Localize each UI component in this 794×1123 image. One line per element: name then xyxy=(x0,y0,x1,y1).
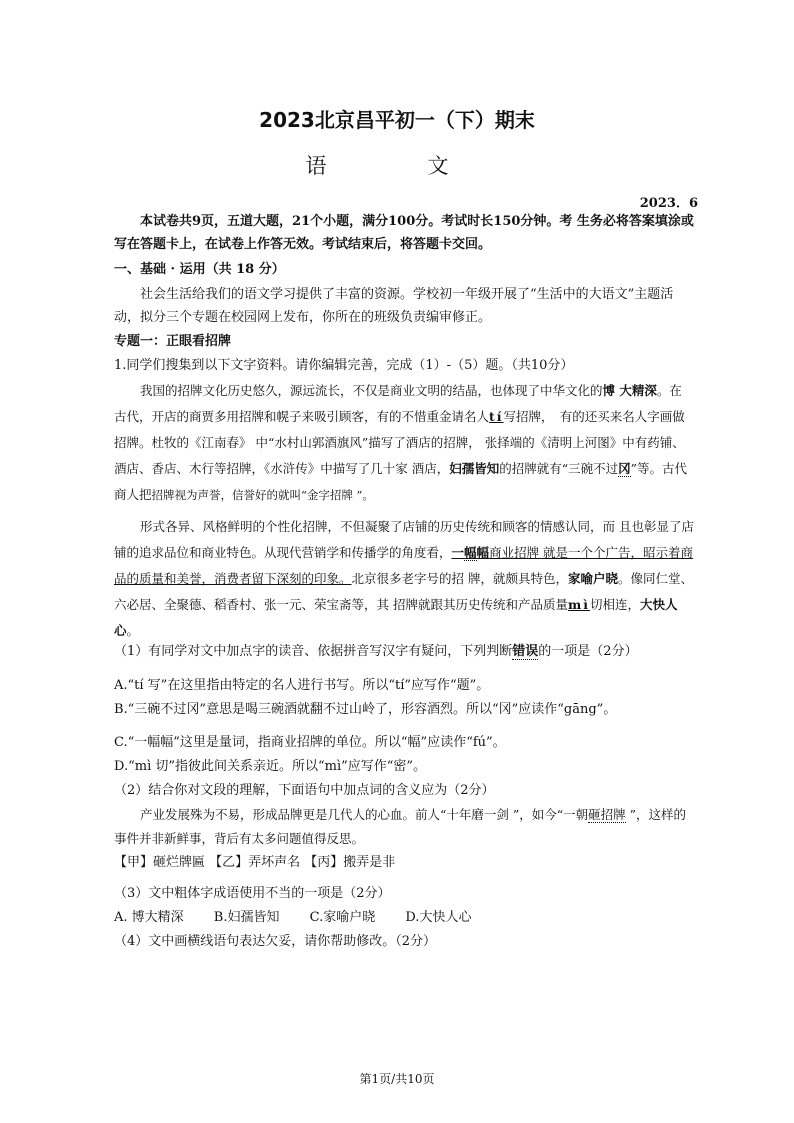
question-1-2-text: 产业发展殊为不易，形成品牌更是几代人的心血。前人“十年磨一剑 ”，如今“一朝砸招牌 ”，这样的事件并非新鲜事，背后有太多问题值得反思。 xyxy=(114,807,687,846)
question-1-2-options: 【甲】砸烂牌匾 【乙】弄坏声名 【丙】搬弄是非 xyxy=(114,855,396,870)
passage-paragraph-2: 形式各异、风格鲜明的个性化招牌，不但凝聚了店铺的历史传统和顾客的情感认同，而 且也彰显了店铺的追求品位和商业特色。从现代营销学和传播学的角度看，一幅幅商业招牌 就是一个个广告，昭示着商品的质量和美誉，消费者留下深刻的印象。北京很多老字号的招 牌，就颇具特色，家喻户晓。像同仁堂、六必居、全聚德、稻香村、张一元、荣宝斋等，其 招牌就跟其历史传统和产品质量mì切相连，大快人心。 xyxy=(114,519,694,638)
subject-title: 语 文 xyxy=(305,154,489,178)
passage-paragraph-1: 我国的招牌文化历史悠久，源远流长，不仅是商业文明的结晶，也体现了中华文化的博 大精深。在古代，开店的商贾多用招牌和幌子来吸引顾客，有的不惜重金请名人tí写招牌， 有的还买来名人字画做招牌。杜牧的《江南春》 中“水村山郭酒旗风”描写了酒店的招牌， 张择端的《清明上河图》中有药铺、酒店、香店、木行等招牌，《水浒传》中描写了几十家 酒店，妇孺皆知的招牌就有“三碗不过冈”等。古代商人把招牌视为声誉，信誉好的就叫“金字招牌 ”。 xyxy=(114,383,688,502)
question-1-4-stem: （4）文中画横线语句表达欠妥，请你帮助修改。（2分） xyxy=(114,934,437,949)
option-b: B.“三碗不过冈”意思是喝三碗酒就翻不过山岭了，形容酒烈。所以“冈”应读作“gāng”。 xyxy=(114,702,617,717)
option-d: D.“mì 切”指彼此间关系亲近。所以“mì”应写作“密”。 xyxy=(114,759,427,774)
pinyin-blank: tí xyxy=(489,409,504,424)
page-footer: 第1页/共10页 xyxy=(359,1072,435,1086)
option-c: C.“一幅幅”这里是量词，指商业招牌的单位。所以“幅”应读作“fú”。 xyxy=(114,735,506,750)
exam-date: 2023．6 xyxy=(639,196,698,211)
bold-idiom: 妇孺皆知 xyxy=(449,461,500,476)
dotted-char: 冈 xyxy=(618,461,631,476)
underlined-sentence: 一幅幅 xyxy=(451,545,490,560)
question-1-1-stem: （1）有同学对文中加点字的读音、依据拼音写汉字有疑问，下列判断错误的一项是（2分） xyxy=(114,644,638,659)
question-1-stem: 1.同学们搜集到以下文字资料。请你编辑完善，完成（1）-（5）题。（共10分） xyxy=(114,358,574,373)
bold-idiom: 博 大精深 xyxy=(602,383,657,398)
option-a: A.“tí 写”在这里指由特定的名人进行书写。所以“tí”应写作“题”。 xyxy=(114,678,490,693)
instructions: 本试卷共9页，五道大题，21个小题，满分100分。考试时长150分钟。考 生务必将答案填涂或写在答题卡上，在试卷上作答无效。考试结束后，将答题卡交回。 xyxy=(114,214,694,252)
section-heading: 一、基础 · 运用（共 18 分） xyxy=(114,262,285,277)
question-1-3-stem: （3）文中粗体字成语使用不当的一项是（2分） xyxy=(114,886,391,901)
bold-idiom: 家喻户晓 xyxy=(568,571,619,586)
pinyin-blank: mì xyxy=(567,597,590,612)
bold-idiom: 大快人心 xyxy=(114,597,678,638)
section-intro: 社会生活给我们的语文学习提供了丰富的资源。学校初一年级开展了“生活中的大语文”主题活动，拟分三个专题在校园网上发布，你所在的班级负责编审修正。 xyxy=(114,287,674,325)
question-1-2-stem: （2）结合你对文段的理解，下面语句中加点词的含义应为（2分） xyxy=(114,783,495,798)
page-title: 2023北京昌平初一（下）期末 xyxy=(259,108,535,132)
topic-heading: 专题一：正眼看招牌 xyxy=(114,334,232,349)
question-1-3-options: A. 博大精深 B.妇孺皆知 C.家喻户晓 D.大快人心 xyxy=(114,910,472,925)
